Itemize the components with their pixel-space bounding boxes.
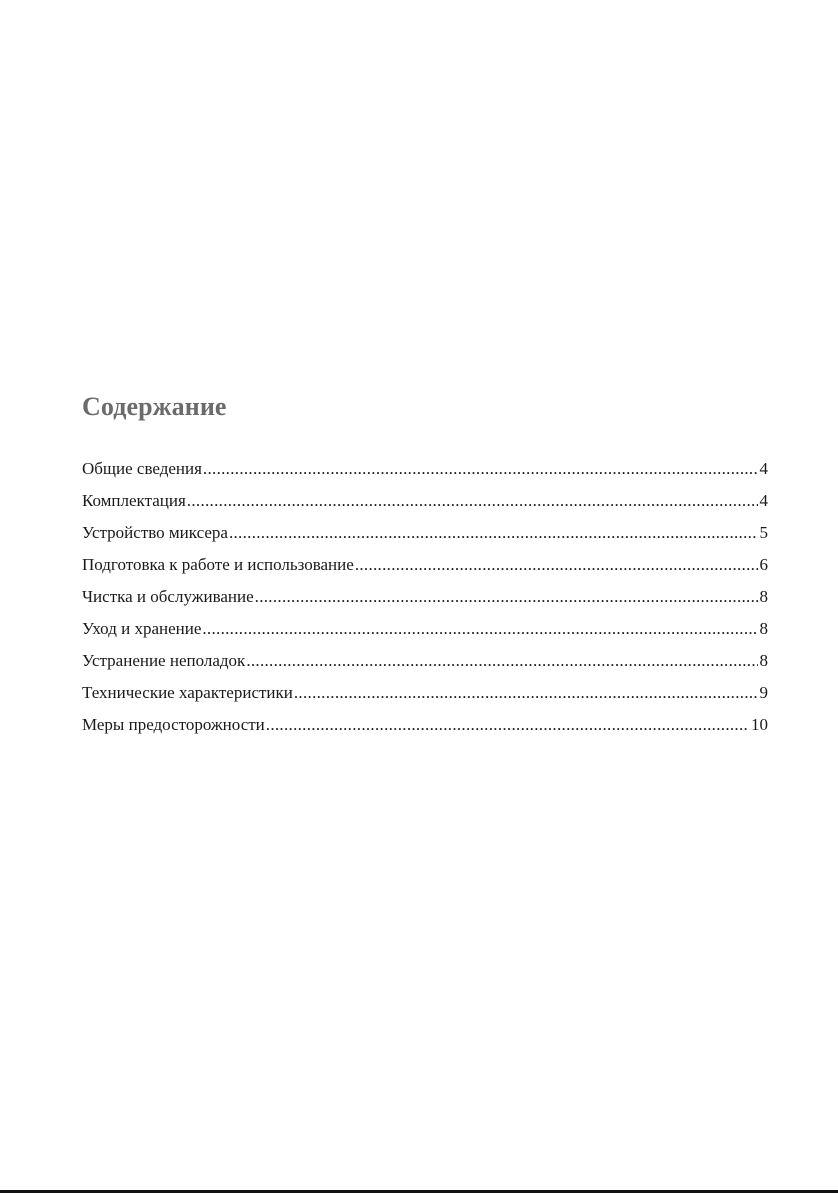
toc-entry-page-number: 8 (759, 619, 768, 638)
toc-entry-label: Чистка и обслуживание (82, 587, 254, 606)
toc-entry-page-number: 10 (751, 715, 768, 734)
toc-dot-leader (203, 456, 758, 482)
toc-entry-label: Устройство миксера (82, 523, 228, 542)
toc-dot-leader (229, 520, 758, 546)
toc-dot-leader (187, 488, 758, 514)
toc-entry-label: Технические характеристики (82, 683, 293, 702)
toc-entry[interactable] (82, 648, 768, 680)
toc-entry-page-number: 4 (759, 459, 768, 478)
toc-dot-leader (246, 648, 757, 674)
toc-entry-page-number: 4 (759, 491, 768, 510)
toc-entry-label: Общие сведения (82, 459, 202, 478)
toc-dot-leader (355, 552, 758, 578)
toc-entry-page-number: 6 (759, 555, 768, 574)
toc-entry[interactable] (82, 616, 768, 648)
toc-entry[interactable] (82, 552, 768, 584)
toc-entry-label: Меры предосторожности (82, 715, 265, 734)
toc-entry[interactable] (82, 520, 768, 552)
toc-entry-page-number: 5 (759, 523, 768, 542)
toc-dot-leader (255, 584, 758, 610)
toc-entry-page-number: 8 (759, 587, 768, 606)
toc-entry[interactable] (82, 680, 768, 712)
toc-entry[interactable] (82, 456, 768, 488)
page-title: Содержание (82, 392, 227, 421)
toc-entry[interactable] (82, 712, 768, 744)
toc-entry-page-number: 9 (759, 683, 768, 702)
toc-entry-label: Устранение неполадок (82, 651, 246, 670)
toc-entry-label: Подготовка к работе и использование (82, 555, 354, 574)
toc-entry[interactable] (82, 488, 768, 520)
toc-dot-leader (294, 680, 758, 706)
toc-dot-leader (202, 616, 757, 642)
toc-entry-page-number: 8 (759, 651, 768, 670)
toc-dot-leader (266, 712, 749, 738)
table-of-contents (82, 456, 768, 744)
toc-entry-label: Комплектация (82, 491, 186, 510)
toc-entry-label: Уход и хранение (82, 619, 202, 638)
toc-entry[interactable] (82, 584, 768, 616)
